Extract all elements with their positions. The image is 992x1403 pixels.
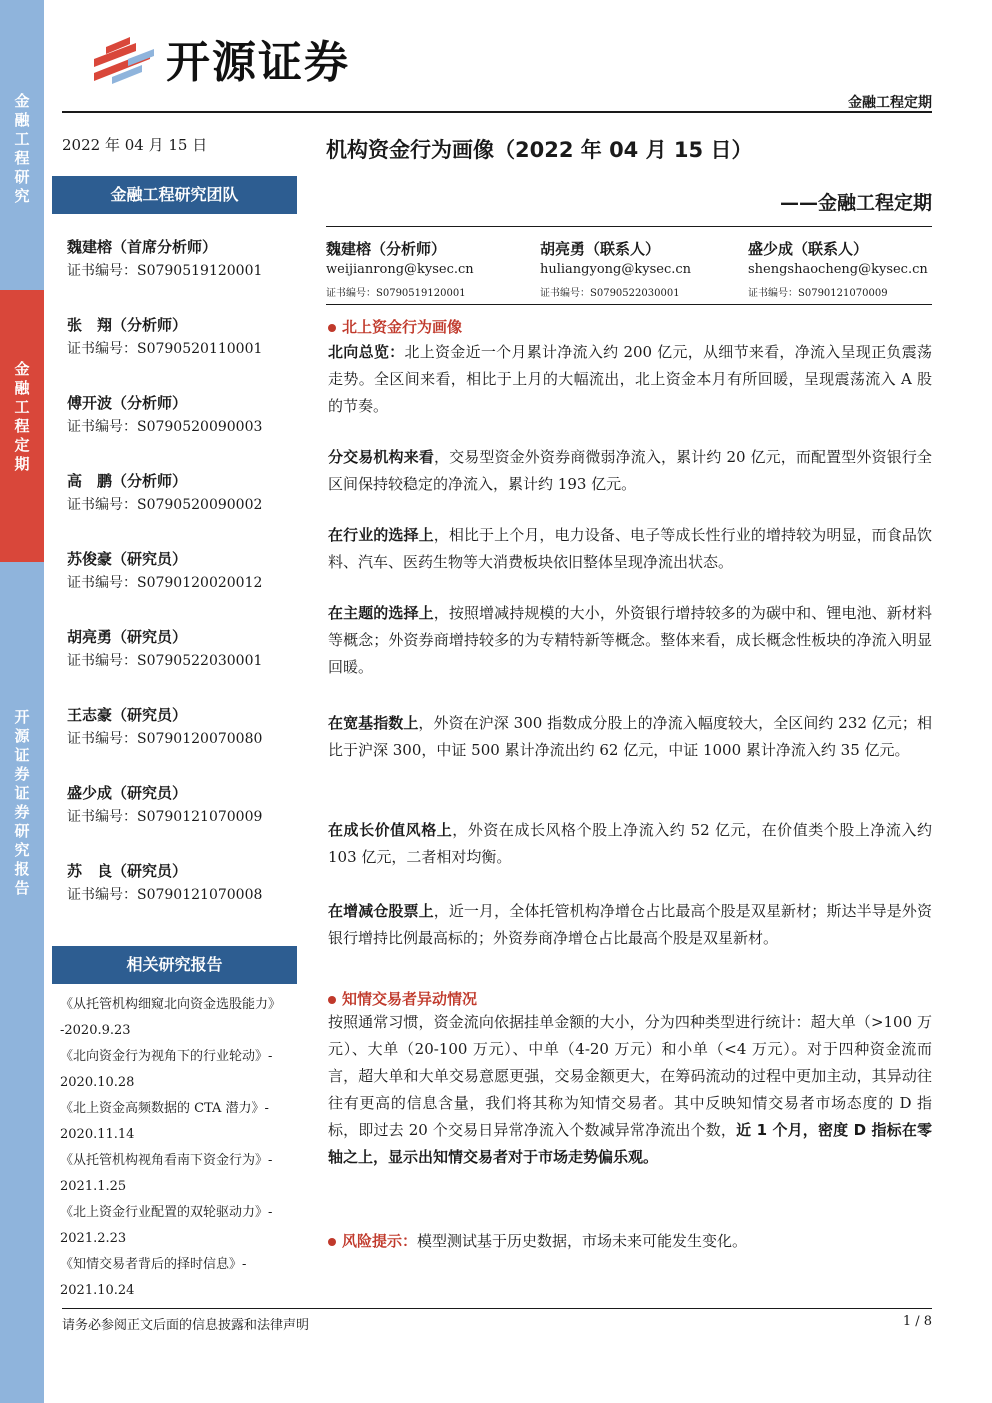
paragraph — [328, 600, 932, 681]
analyst-cert: 证书编号：S0790121070008 — [67, 887, 263, 903]
header-tag: 金融工程定期 — [848, 95, 932, 111]
side-label-bottom: 开源证券 证券研究报告 — [14, 708, 30, 897]
para-text: ，相比于上个月，电力设备、电子等成长性行业的增持较为明显，而食品饮料、汽车、医药生物等大消费板块依旧整体呈现净流出状态。 — [328, 526, 932, 571]
analyst-entry — [67, 860, 262, 904]
para-text: 北上资金近一个月累计净流入约 200 亿元，从细节来看，净流入呈现正负震荡走势。全区间来看，相比于上月的大幅流出，北上资金本月有所回暖，呈现震荡流入 A 股的节奏。 — [328, 343, 932, 415]
header-divider — [62, 111, 932, 113]
related-report[interactable] — [60, 1044, 315, 1096]
paragraph — [328, 817, 932, 871]
author-email[interactable]: shengshaocheng@kysec.cn — [748, 262, 928, 277]
section-heading — [328, 988, 477, 1009]
analyst-cert: 证书编号：S0790520110001 — [67, 341, 263, 357]
para-lead: 北向总览： — [328, 343, 405, 361]
analyst-cert: 证书编号：S0790520090003 — [67, 419, 263, 435]
author-email[interactable]: huliangyong@kysec.cn — [540, 262, 692, 277]
para-text: ，交易型资金外资券商微弱净流入，累计约 20 亿元，而配置型外资银行全区间保持较稳定的净流入，累计约 193 亿元。 — [328, 448, 932, 493]
related-title: 《北向资金行为视角下的行业轮动》- — [60, 1049, 273, 1064]
analyst-cert: 证书编号：S0790522030001 — [67, 653, 263, 669]
analyst-name: 魏建榕（首席分析师） — [67, 238, 218, 256]
author-cert: 证书编号：S0790522030001 — [540, 288, 680, 299]
footer-divider — [62, 1308, 932, 1309]
paragraph — [328, 710, 932, 764]
analyst-entry — [67, 626, 262, 670]
kaiyuan-logo-icon — [90, 29, 160, 87]
analyst-name: 苏俊豪（研究员） — [67, 550, 188, 568]
risk-notice — [328, 1230, 747, 1251]
related-header: 相关研究报告 — [52, 946, 297, 984]
para-text: 按照通常习惯，资金流向依据挂单金额的大小，分为四种类型进行统计：超大单（>100 万元）、大单（20-100 万元）、中单（4-20 万元）和小单（<4 万元）。对于四种资金流而言，超大单和大单交易意愿更强，交易金额更大，在筹码流动的过程中更加主动，其异动往往有更高的信息含量，我们将其称为知情交易者。 — [328, 1013, 932, 1112]
related-date: -2020.9.23 — [60, 1023, 131, 1038]
paragraph — [328, 339, 932, 420]
author-card — [540, 238, 691, 299]
analyst-name: 王志豪（研究员） — [67, 706, 188, 724]
analyst-cert: 证书编号：S0790121070009 — [67, 809, 263, 825]
analyst-entry — [67, 704, 262, 748]
para-lead: 在宽基指数上 — [328, 714, 419, 732]
side-strip — [0, 0, 44, 1403]
analyst-name: 傅开波（分析师） — [67, 394, 188, 412]
related-date: 2021.2.23 — [60, 1231, 127, 1246]
side-label-mid: 金融工程定期 — [14, 360, 30, 473]
analyst-entry — [67, 470, 262, 514]
related-report[interactable] — [60, 1252, 315, 1304]
author-name: 胡亮勇（联系人） — [540, 240, 661, 258]
author-card — [326, 238, 474, 299]
para-text: ，外资在沪深 300 指数成分股上的净流入幅度较大，全区间约 232 亿元；相比于沪深 300，中证 500 累计净流出约 62 亿元，中证 1000 累计净流入约 35 亿元。 — [328, 714, 932, 759]
bullet-icon — [328, 324, 336, 332]
report-title: 机构资金行为画像（2022 年 04 月 15 日） — [326, 138, 753, 162]
footer-disclaimer: 请务必参阅正文后面的信息披露和法律声明 — [62, 1318, 310, 1333]
team-header: 金融工程研究团队 — [52, 176, 297, 214]
para-text: ，外资在成长风格个股上净流入约 52 亿元，在价值类个股上净流入约 103 亿元，二者相对均衡。 — [328, 821, 932, 866]
side-label-top: 金融工程研究 — [14, 92, 30, 205]
analyst-cert: 证书编号：S0790120020012 — [67, 575, 263, 591]
paragraph — [328, 444, 932, 498]
para-text: ，近一月，全体托管机构净增仓占比最高个股是双星新材；斯达半导是外资银行增持比例最高标的；外资券商净增仓占比最高个股是双星新材。 — [328, 902, 932, 947]
related-report[interactable] — [60, 1096, 315, 1148]
analyst-name: 盛少成（研究员） — [67, 784, 188, 802]
author-cert: 证书编号：S0790519120001 — [326, 288, 466, 299]
author-cert: 证书编号：S0790121070009 — [748, 288, 888, 299]
related-title: 《从托管机构视角看南下资金行为》- — [60, 1153, 273, 1168]
related-title: 《北上资金行业配置的双轮驱动力》- — [60, 1205, 273, 1220]
analyst-name: 高 鹏（分析师） — [67, 472, 188, 490]
related-date: 2020.10.28 — [60, 1075, 135, 1090]
analyst-entry — [67, 392, 262, 436]
brand-name: 开源证券 — [166, 37, 350, 88]
related-report[interactable] — [60, 992, 315, 1044]
bullet-icon — [328, 996, 336, 1004]
section-title: 北上资金行为画像 — [342, 318, 463, 336]
analyst-cert: 证书编号：S0790519120001 — [67, 263, 263, 279]
author-card — [748, 238, 928, 299]
paragraph — [328, 522, 932, 576]
related-title: 《北上资金高频数据的 CTA 潜力》- — [60, 1101, 269, 1116]
analyst-entry — [67, 548, 262, 592]
author-name: 盛少成（联系人） — [748, 240, 869, 258]
report-date: 2022 年 04 月 15 日 — [62, 136, 208, 154]
para-text: ，按照增减持规模的大小，外资银行增持较多的为碳中和、锂电池、新材料等概念；外资券商增持较多的为专精特新等概念。整体来看，成长概念性板块的净流入明显回暖。 — [328, 604, 932, 676]
analyst-entry — [67, 314, 262, 358]
analyst-name: 苏 良（研究员） — [67, 862, 188, 880]
section-heading — [328, 316, 462, 337]
related-date: 2020.11.14 — [60, 1127, 135, 1142]
paragraph — [328, 1009, 932, 1171]
section-title: 知情交易者异动情况 — [342, 990, 478, 1008]
title-divider — [326, 226, 932, 227]
analyst-entry — [67, 236, 262, 280]
paragraph — [328, 898, 932, 952]
analyst-cert: 证书编号：S0790520090002 — [67, 497, 263, 513]
bullet-icon — [328, 1238, 336, 1246]
analyst-entry — [67, 782, 262, 826]
para-lead: 在成长价值风格上 — [328, 821, 453, 839]
para-lead: 在主题的选择上 — [328, 604, 434, 622]
analyst-cert: 证书编号：S0790120070080 — [67, 731, 263, 747]
para-lead: 分交易机构来看 — [328, 448, 434, 466]
analyst-name: 张 翔（分析师） — [67, 316, 188, 334]
para-emphasis: 近 1 个月，密度 D 指标在零轴之上，显示出知情交易者对于市场走势偏乐观。 — [328, 1121, 932, 1166]
para-lead: 在行业的选择上 — [328, 526, 434, 544]
related-report[interactable] — [60, 1200, 315, 1252]
report-subtitle: ——金融工程定期 — [779, 192, 932, 214]
related-date: 2021.1.25 — [60, 1179, 127, 1194]
related-report[interactable] — [60, 1148, 315, 1200]
para-lead: 在增减仓股票上 — [328, 902, 434, 920]
para-text: 其中反映知情交易者市场态度的 D 指标，即过去 20 个交易日异常净流入个数减异常净流出个数， — [328, 1094, 932, 1139]
author-name: 魏建榕（分析师） — [326, 240, 447, 258]
related-title: 《从托管机构细窥北向资金选股能力》 — [60, 997, 282, 1012]
brand-logo — [90, 28, 350, 88]
author-email[interactable]: weijianrong@kysec.cn — [326, 262, 474, 277]
related-date: 2021.10.24 — [60, 1283, 135, 1298]
analyst-name: 胡亮勇（研究员） — [67, 628, 188, 646]
risk-text: 模型测试基于历史数据，市场未来可能发生变化。 — [417, 1232, 748, 1250]
page-number: 1 / 8 — [902, 1314, 932, 1329]
author-divider — [326, 304, 932, 305]
risk-label: 风险提示： — [342, 1232, 418, 1250]
related-title: 《知情交易者背后的择时信息》- — [60, 1257, 247, 1272]
